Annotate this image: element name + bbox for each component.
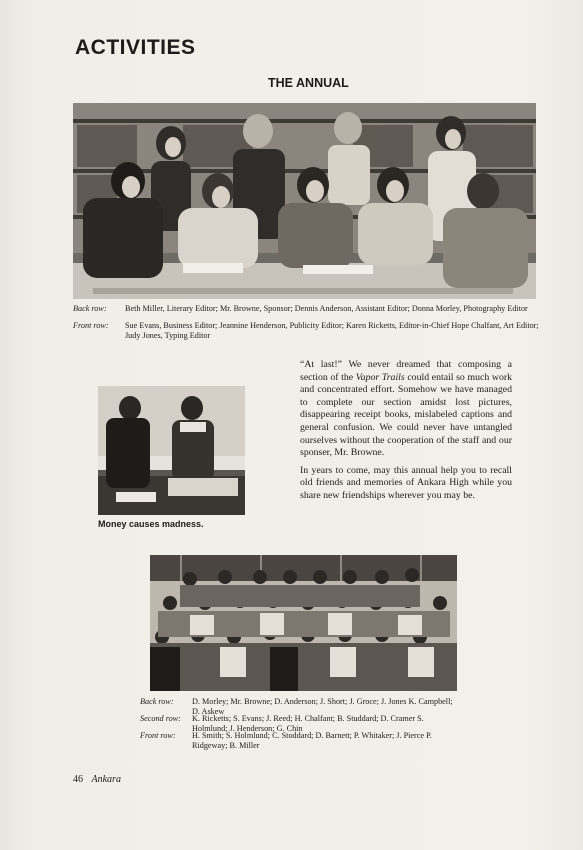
row-names: H. Smith; S. Holmlund; C. Stoddard; D. Barnett; P. Whitaker; J. Pierce P. Ridgeway; B. Miller (192, 731, 432, 750)
row-label: Back row: (73, 304, 107, 313)
yearbook-name: Ankara (91, 774, 121, 785)
yearbook-title: Vapor Trails (355, 371, 405, 383)
subheading: THE ANNUAL (268, 76, 349, 90)
article-paragraph (300, 359, 512, 460)
page-number: 46 (73, 774, 83, 785)
section-title: ACTIVITIES (75, 36, 196, 59)
article-paragraph-open: “At last!” We never dreamed that composing a section of the (300, 359, 512, 383)
annual-group-photo (150, 555, 457, 691)
money-photo-caption: Money causes madness. (98, 519, 204, 529)
money-photo (98, 386, 245, 515)
main-caption-front-row (73, 321, 539, 341)
article-paragraph-close: could entail so much work and concentrated effort. Somehow we have managed to complete our section amidst lost pictures, disappearing receipt books, mislabeled captions and general confusion. We could never have untangled ourselves without the cooperation of the staff and our sponser, Mr. Browne. (300, 371, 512, 459)
row-names: Beth Miller, Literary Editor; Mr. Browne, Sponsor; Dennis Anderson, Assistant Editor; Donna Morley, Photography Editor (125, 304, 528, 313)
row-names: K. Ricketts; S. Evans; J. Reed; H. Chalfant; B. Studdard; D. Cramer S. Holmlund; J. Henderson; G. Chin (192, 714, 424, 733)
row-label: Second row: (140, 714, 181, 723)
row-names: Sue Evans, Business Editor; Jeannine Henderson, Publicity Editor; Karen Ricketts, Editor-in-Chief Hope Chalfant, Art Editor; Judy Jones, Typing Editor (125, 321, 539, 340)
row-names: D. Morley; Mr. Browne; D. Anderson; J. Short; J. Groce; J. Jones K. Campbell; D. Askew (192, 697, 453, 716)
annual-staff-photo (73, 103, 536, 299)
annual-article (300, 359, 512, 508)
row-label: Back row: (140, 697, 174, 706)
page-folio (73, 774, 121, 785)
article-paragraph: In years to come, may this annual help you to recall old friends and memories of Ankara High while you share new friendships wherever you may be. (300, 464, 512, 501)
row-label: Front row: (73, 321, 109, 330)
group-caption-front-row (140, 731, 460, 753)
row-label: Front row: (140, 731, 176, 740)
